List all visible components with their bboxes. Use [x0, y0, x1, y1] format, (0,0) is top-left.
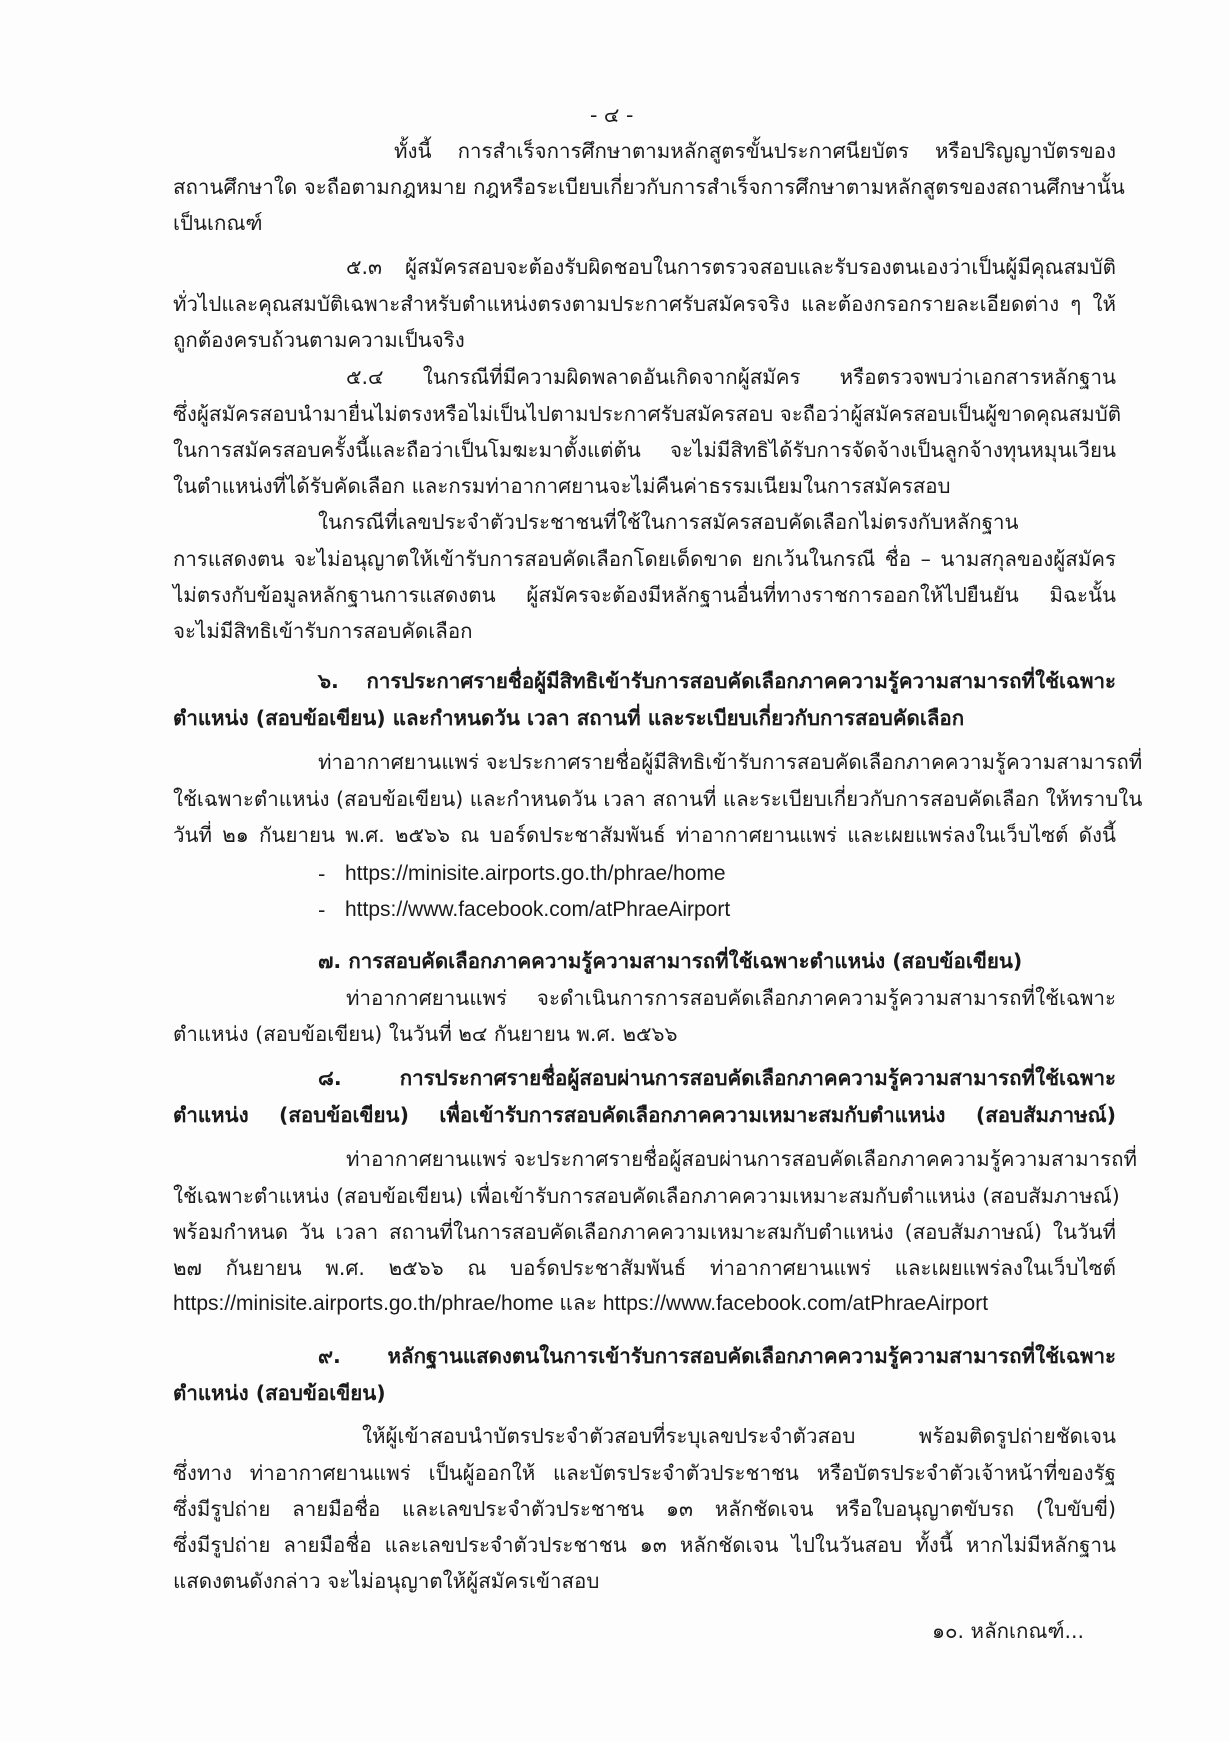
text-line: ถูกต้องครบถ้วนตามความเป็นจริง	[173, 328, 465, 352]
text-line: สถานศึกษาใด จะถือตามกฎหมาย กฎหรือระเบียบเกี่ยวกับการสำเร็จการศึกษาตามหลักสูตรของสถานศึกษานั้น	[173, 175, 1125, 199]
text-line: ตำแหน่ง (สอบข้อเขียน) ในวันที่ ๒๔ กันยายน พ.ศ. ๒๕๖๖	[173, 1022, 678, 1046]
facebook-page-link[interactable]: https://www.facebook.com/atPhraeAirport	[345, 898, 731, 921]
text-line: ให้ผู้เข้าสอบนำบัตรประจำตัวสอบที่ระบุเลขประจำตัวสอบ พร้อมติดรูปถ่ายชัดเจน	[362, 1424, 1116, 1448]
text-line: ไม่ตรงกับข้อมูลหลักฐานการแสดงตน ผู้สมัครจะต้องมีหลักฐานอื่นที่ทางราชการออกให้ไปยืนยัน มิฉะนั้น	[173, 583, 1116, 607]
text-line: ใช้เฉพาะตำแหน่ง (สอบข้อเขียน) และกำหนดวัน เวลา สถานที่ และระเบียบเกี่ยวกับการสอบคัดเลือก ให้ทราบใน	[173, 787, 1143, 811]
text-line: ซึ่งมีรูปถ่าย ลายมือชื่อ และเลขประจำตัวประชาชน ๑๓ หลักชัดเจน หรือใบอนุญาตขับรถ (ใบขับขี่)	[173, 1497, 1116, 1521]
text-line: ๒๗ กันยายน พ.ศ. ๒๕๖๖ ณ บอร์ดประชาสัมพันธ์ ท่าอากาศยานแพร่ และเผยแพร่ลงในเว็บไซต์	[173, 1256, 1116, 1280]
section-heading: ๗. การสอบคัดเลือกภาคความรู้ความสามารถที่ใช้เฉพาะตำแหน่ง (สอบข้อเขียน)	[318, 949, 1023, 973]
text-line: เป็นเกณฑ์	[173, 211, 263, 235]
text-line: ท่าอากาศยานแพร่ จะประกาศรายชื่อผู้มีสิทธิเข้ารับการสอบคัดเลือกภาคความรู้ความสามารถที่	[318, 750, 1143, 774]
text-line: การแสดงตน จะไม่อนุญาตให้เข้ารับการสอบคัดเลือกโดยเด็ดขาด ยกเว้นในกรณี ชื่อ – นามสกุลของผู้สมัคร	[173, 547, 1116, 571]
text-line: วันที่ ๒๑ กันยายน พ.ศ. ๒๕๖๖ ณ บอร์ดประชาสัมพันธ์ ท่าอากาศยานแพร่ และเผยแพร่ลงในเว็บไซต์ ดังนี้	[173, 823, 1116, 847]
website-links-line[interactable]: https://minisite.airports.go.th/phrae/home และ https://www.facebook.com/atPhraeAirport	[173, 1292, 989, 1315]
section-heading: ๘. การประกาศรายชื่อผู้สอบผ่านการสอบคัดเลือกภาคความรู้ความสามารถที่ใช้เฉพาะ	[318, 1066, 1116, 1090]
airport-website-link[interactable]: https://minisite.airports.go.th/phrae/home	[345, 862, 726, 885]
link-bullet: -	[318, 898, 326, 922]
text-line: ในการสมัครสอบครั้งนี้และถือว่าเป็นโมฆะมาตั้งแต่ต้น จะไม่มีสิทธิได้รับการจัดจ้างเป็นลูกจ้างทุนหมุนเวียน	[173, 438, 1116, 462]
text-line: ในกรณีที่เลขประจำตัวประชาชนที่ใช้ในการสมัครสอบคัดเลือกไม่ตรงกับหลักฐาน	[318, 510, 1019, 534]
continuation-note: ๑๐. หลักเกณฑ์...	[932, 1619, 1085, 1643]
text-line: พร้อมกำหนด วัน เวลา สถานที่ในการสอบคัดเลือกภาคความเหมาะสมกับตำแหน่ง (สอบสัมภาษณ์) ในวันที่	[173, 1220, 1116, 1244]
text-line: ทั้งนี้ การสำเร็จการศึกษาตามหลักสูตรขั้นประกาศนียบัตร หรือปริญญาบัตรของ	[394, 139, 1116, 163]
text-line: ซึ่งทาง ท่าอากาศยานแพร่ เป็นผู้ออกให้ และบัตรประจำตัวประชาชน หรือบัตรประจำตัวเจ้าหน้าที่ของรัฐ	[173, 1461, 1116, 1485]
text-line: ซึ่งมีรูปถ่าย ลายมือชื่อ และเลขประจำตัวประชาชน ๑๓ หลักชัดเจน ไปในวันสอบ ทั้งนี้ หากไม่มีหลักฐาน	[173, 1533, 1116, 1557]
text-line: ทั่วไปและคุณสมบัติเฉพาะสำหรับตำแหน่งตรงตามประกาศรับสมัครจริง และต้องกรอกรายละเอียดต่าง ๆ ให้	[173, 292, 1116, 316]
link-bullet: -	[318, 862, 326, 886]
text-line: ๕.๔ ในกรณีที่มีความผิดพลาดอันเกิดจากผู้สมัคร หรือตรวจพบว่าเอกสารหลักฐาน	[346, 365, 1116, 389]
text-line: แสดงตนดังกล่าว จะไม่อนุญาตให้ผู้สมัครเข้าสอบ	[173, 1569, 600, 1593]
section-heading: ตำแหน่ง (สอบข้อเขียน)	[173, 1381, 386, 1405]
text-line: จะไม่มีสิทธิเข้ารับการสอบคัดเลือก	[173, 619, 473, 643]
section-heading: ๙. หลักฐานแสดงตนในการเข้ารับการสอบคัดเลือกภาคความรู้ความสามารถที่ใช้เฉพาะ	[318, 1344, 1116, 1368]
text-line: ท่าอากาศยานแพร่ จะดำเนินการการสอบคัดเลือกภาคความรู้ความสามารถที่ใช้เฉพาะ	[346, 986, 1116, 1010]
text-line: ใช้เฉพาะตำแหน่ง (สอบข้อเขียน) เพื่อเข้ารับการสอบคัดเลือกภาคความเหมาะสมกับตำแหน่ง (สอบสัมภาษณ์)	[173, 1184, 1120, 1208]
section-heading: ตำแหน่ง (สอบข้อเขียน) และกำหนดวัน เวลา สถานที่ และระเบียบเกี่ยวกับการสอบคัดเลือก	[173, 706, 965, 730]
text-line: ๕.๓ ผู้สมัครสอบจะต้องรับผิดชอบในการตรวจสอบและรับรองตนเองว่าเป็นผู้มีคุณสมบัติ	[346, 255, 1116, 279]
section-heading: ตำแหน่ง (สอบข้อเขียน) เพื่อเข้ารับการสอบคัดเลือกภาคความเหมาะสมกับตำแหน่ง (สอบสัมภาษณ์)	[173, 1103, 1116, 1127]
text-line: ท่าอากาศยานแพร่ จะประกาศรายชื่อผู้สอบผ่านการสอบคัดเลือกภาคความรู้ความสามารถที่	[346, 1147, 1138, 1171]
text-line: ในตำแหน่งที่ได้รับคัดเลือก และกรมท่าอากาศยานจะไม่คืนค่าธรรมเนียมในการสมัครสอบ	[173, 474, 951, 498]
page-number: - ๔ -	[590, 103, 634, 127]
text-line: ซึ่งผู้สมัครสอบนำมายื่นไม่ตรงหรือไม่เป็นไปตามประกาศรับสมัครสอบ จะถือว่าผู้สมัครสอบเป็นผู้ขาดคุณสมบัติ	[173, 402, 1122, 426]
section-heading: ๖. การประกาศรายชื่อผู้มีสิทธิเข้ารับการสอบคัดเลือกภาคความรู้ความสามารถที่ใช้เฉพาะ	[318, 669, 1116, 693]
